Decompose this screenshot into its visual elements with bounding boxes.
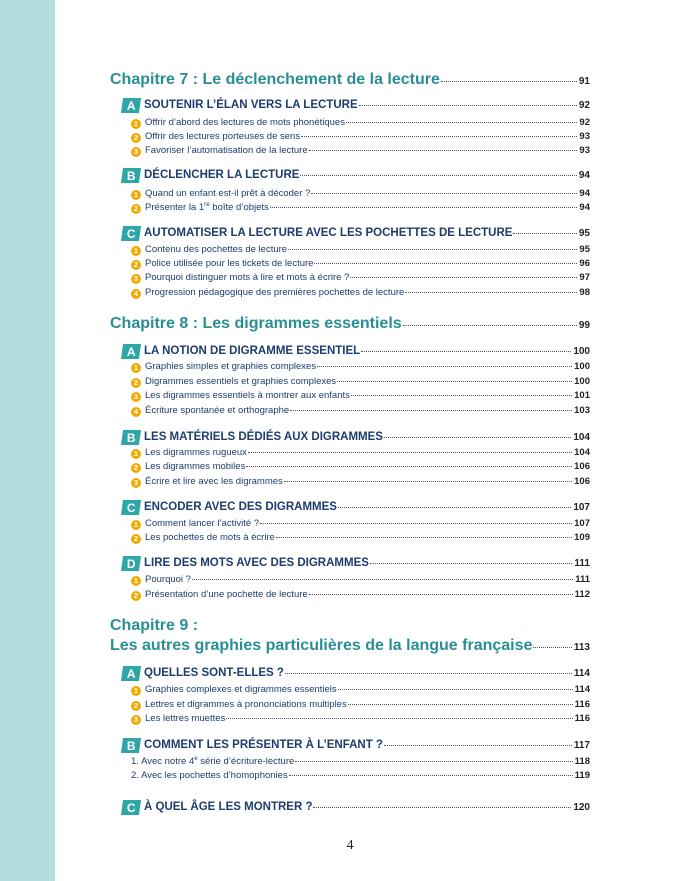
leader-dots — [311, 193, 577, 194]
section-letter-badge: B — [121, 168, 141, 183]
item-number-badge: 2 — [131, 534, 141, 544]
page-ref: 100 — [574, 361, 590, 372]
side-color-bar — [0, 0, 55, 881]
leader-dots — [403, 325, 577, 326]
section-title: ENCODER AVEC DES DIGRAMMES — [144, 500, 337, 513]
page-ref: 100 — [574, 376, 590, 387]
section-7a[interactable] — [122, 96, 590, 111]
section-7b[interactable] — [122, 166, 590, 181]
toc-item[interactable] — [131, 117, 590, 128]
item-number-badge: 1 — [131, 246, 141, 256]
page-ref: 101 — [574, 390, 590, 401]
leader-dots — [192, 579, 573, 580]
leader-dots — [314, 263, 577, 264]
item-number-badge: 1 — [131, 520, 141, 530]
item-title: Présentation d’une pochette de lecture — [145, 589, 308, 600]
leader-dots — [276, 537, 572, 538]
section-title: AUTOMATISER LA LECTURE AVEC LES POCHETTES DE LECTURE — [144, 226, 513, 239]
item-title: 1. Avec notre 4e série d’écriture-lecture — [131, 754, 295, 767]
item-title: Favoriser l’automatisation de la lecture — [145, 145, 308, 156]
section-9c[interactable] — [122, 798, 590, 813]
section-title: QUELLES SONT-ELLES ? — [144, 666, 284, 679]
leader-dots — [295, 761, 572, 762]
section-8a[interactable] — [122, 342, 590, 357]
item-title: Lettres et digrammes à prononciations multiples — [145, 699, 347, 710]
item-number-badge: 4 — [131, 407, 141, 417]
item-title: Graphies simples et graphies complexes — [145, 361, 317, 372]
toc-item[interactable] — [131, 770, 590, 781]
page-ref: 93 — [579, 145, 590, 156]
section-letter-badge: A — [121, 344, 141, 359]
toc-item[interactable] — [131, 574, 590, 585]
section-letter-badge: B — [121, 738, 141, 753]
section-9a[interactable] — [122, 664, 590, 679]
section-letter-badge: C — [121, 500, 141, 515]
section-letter-badge: D — [121, 556, 141, 571]
page-ref: 92 — [578, 99, 590, 111]
item-title: Écriture spontanée et orthographe — [145, 405, 290, 416]
item-number-badge: 2 — [131, 133, 141, 143]
section-title: COMMENT LES PRÉSENTER À L’ENFANT ? — [144, 738, 383, 751]
page-ref: 94 — [578, 169, 590, 181]
section-letter-badge: B — [121, 430, 141, 445]
page-number: 4 — [346, 838, 354, 853]
item-number-badge: 3 — [131, 478, 141, 488]
page-ref: 104 — [573, 431, 590, 443]
chapter-title: Chapitre 9 : — [110, 617, 199, 634]
item-number-badge: 2 — [131, 701, 141, 711]
toc-item[interactable] — [131, 258, 590, 269]
item-title: Comment lancer l’activité ? — [145, 518, 260, 529]
chapter-9-heading-line1[interactable] — [110, 617, 590, 635]
item-title: Écrire et lire avec les digrammes — [145, 476, 283, 487]
page-ref: 91 — [578, 76, 590, 87]
leader-dots — [533, 647, 571, 648]
leader-dots — [290, 410, 572, 411]
page-ref: 92 — [579, 117, 590, 128]
section-title: LA NOTION DE DIGRAMME ESSENTIEL — [144, 344, 361, 357]
leader-dots — [346, 122, 577, 123]
toc-item[interactable] — [131, 699, 590, 710]
item-number-badge: 4 — [131, 289, 141, 299]
item-number-badge: 2 — [131, 378, 141, 388]
toc-item[interactable] — [131, 447, 590, 458]
section-7c[interactable] — [122, 224, 590, 239]
toc-item[interactable] — [131, 713, 590, 724]
page-ref: 106 — [574, 476, 590, 487]
item-number-badge: 2 — [131, 204, 141, 214]
toc-item[interactable] — [131, 145, 590, 156]
toc-item[interactable] — [131, 476, 590, 487]
item-title: Offrir des lectures porteuses de sens — [145, 131, 301, 142]
section-letter-badge: C — [121, 226, 141, 241]
chapter-9-heading-line2[interactable] — [110, 637, 590, 655]
item-number-badge: 1 — [131, 449, 141, 459]
page-ref: 116 — [574, 713, 590, 724]
page-ref: 107 — [573, 501, 590, 513]
item-title: Pourquoi distinguer mots à lire et mots à écrire ? — [145, 272, 350, 283]
toc-item[interactable] — [131, 756, 590, 767]
leader-dots — [248, 452, 572, 453]
leader-dots — [338, 689, 573, 690]
leader-dots — [350, 277, 577, 278]
item-number-badge: 1 — [131, 686, 141, 696]
section-title: LIRE DES MOTS AVEC DES DIGRAMMES — [144, 556, 369, 569]
toc-item[interactable] — [131, 461, 590, 472]
toc-item[interactable] — [131, 405, 590, 416]
section-8d[interactable] — [122, 554, 590, 569]
page-ref: 114 — [573, 667, 590, 679]
toc-item[interactable] — [131, 188, 590, 199]
item-title: Progression pédagogique des premières pochettes de lecture — [145, 287, 405, 298]
section-letter-badge: A — [121, 666, 141, 681]
leader-dots — [313, 807, 571, 808]
leader-dots — [405, 292, 577, 293]
leader-dots — [288, 249, 577, 250]
leader-dots — [513, 233, 576, 234]
item-number-badge: 1 — [131, 190, 141, 200]
page-ref: 99 — [578, 320, 590, 331]
leader-dots — [370, 563, 572, 564]
item-number-badge: 3 — [131, 147, 141, 157]
page-ref: 98 — [579, 287, 590, 298]
item-title: Les digrammes rugueux — [145, 447, 247, 458]
leader-dots — [260, 523, 572, 524]
item-number-badge: 1 — [131, 576, 141, 586]
item-title: Les digrammes essentiels à montrer aux enfants — [145, 390, 350, 401]
page-ref: 107 — [574, 518, 590, 529]
page-ref: 97 — [579, 272, 590, 283]
leader-dots — [285, 673, 572, 674]
leader-dots — [284, 481, 572, 482]
section-title: DÉCLENCHER LA LECTURE — [144, 168, 300, 181]
toc-item[interactable] — [131, 684, 590, 695]
section-title: LES MATÉRIELS DÉDIÉS AUX DIGRAMMES — [144, 430, 383, 443]
item-title: Police utilisée pour les tickets de lecture — [145, 258, 314, 269]
leader-dots — [348, 704, 573, 705]
toc-item[interactable] — [131, 589, 590, 600]
item-number-badge: 2 — [131, 591, 141, 601]
toc-item[interactable] — [131, 532, 590, 543]
item-title: Offrir d’abord des lectures de mots phonétiques — [145, 117, 345, 128]
item-title: 2. Avec les pochettes d’homophonies — [131, 770, 288, 781]
item-number-badge: 3 — [131, 274, 141, 284]
item-title: Contenu des pochettes de lecture — [145, 244, 288, 255]
item-title: Les pochettes de mots à écrire — [145, 532, 275, 543]
leader-dots — [309, 594, 573, 595]
page-ref: 100 — [573, 345, 590, 357]
item-number-badge: 3 — [131, 392, 141, 402]
item-title: Digrammes essentiels et graphies complexes — [145, 376, 337, 387]
page-ref: 111 — [574, 557, 590, 569]
page-ref: 94 — [579, 202, 590, 213]
page-ref: 94 — [579, 188, 590, 199]
page-ref: 111 — [575, 574, 590, 585]
toc-item[interactable] — [131, 131, 590, 142]
item-number-badge: 3 — [131, 715, 141, 725]
page-ref: 96 — [579, 258, 590, 269]
leader-dots — [351, 395, 572, 396]
leader-dots — [359, 105, 577, 106]
leader-dots — [441, 81, 577, 82]
toc-item[interactable] — [131, 272, 590, 283]
item-title: Présenter la 1re boîte d’objets — [145, 200, 269, 213]
toc-item[interactable] — [131, 390, 590, 401]
page-ref: 119 — [574, 770, 590, 781]
chapter-title: Chapitre 7 : Le déclenchement de la lecture — [110, 71, 440, 88]
leader-dots — [384, 437, 571, 438]
page-ref: 95 — [579, 244, 590, 255]
page-ref: 118 — [574, 756, 590, 767]
page-ref: 104 — [574, 447, 590, 458]
section-title: À QUEL ÂGE LES MONTRER ? — [144, 800, 313, 813]
page-ref: 114 — [574, 684, 590, 695]
item-number-badge: 1 — [131, 363, 141, 373]
item-title: Quand un enfant est-il prêt à décoder ? — [145, 188, 311, 199]
leader-dots — [270, 207, 578, 208]
page-ref: 95 — [578, 227, 590, 239]
item-number-badge: 1 — [131, 119, 141, 129]
section-8b[interactable] — [122, 428, 590, 443]
leader-dots — [246, 466, 572, 467]
leader-dots — [317, 366, 572, 367]
leader-dots — [361, 351, 571, 352]
page-ref: 93 — [579, 131, 590, 142]
item-title: Pourquoi ? — [145, 574, 191, 585]
page-ref: 112 — [574, 589, 590, 600]
page-ref: 120 — [573, 801, 590, 813]
leader-dots — [384, 745, 572, 746]
item-number-badge: 2 — [131, 260, 141, 270]
toc-item[interactable] — [131, 244, 590, 255]
item-title: Les lettres muettes — [145, 713, 226, 724]
section-letter-badge: A — [121, 98, 141, 113]
item-number-badge: 2 — [131, 463, 141, 473]
toc-item[interactable] — [131, 518, 590, 529]
chapter-8-heading[interactable] — [110, 315, 590, 333]
toc-item[interactable] — [131, 287, 590, 298]
section-9b[interactable] — [122, 736, 590, 751]
leader-dots — [338, 507, 571, 508]
page-ref: 109 — [574, 532, 590, 543]
page-ref: 113 — [573, 642, 590, 653]
leader-dots — [226, 718, 572, 719]
section-letter-badge: C — [121, 800, 141, 815]
leader-dots — [301, 136, 577, 137]
toc-item[interactable] — [131, 376, 590, 387]
leader-dots — [309, 150, 578, 151]
leader-dots — [289, 775, 573, 776]
leader-dots — [337, 381, 572, 382]
page-ref: 116 — [574, 699, 590, 710]
section-title: SOUTENIR L’ÉLAN VERS LA LECTURE — [144, 98, 358, 111]
page-ref: 117 — [573, 739, 590, 751]
page-ref: 103 — [574, 405, 590, 416]
leader-dots — [300, 175, 576, 176]
page-ref: 106 — [574, 461, 590, 472]
chapter-title: Les autres graphies particulières de la langue française — [110, 637, 533, 654]
chapter-7-heading[interactable] — [110, 71, 590, 89]
item-title: Les digrammes mobiles — [145, 461, 246, 472]
section-8c[interactable] — [122, 498, 590, 513]
toc-item[interactable] — [131, 202, 590, 213]
toc-item[interactable] — [131, 361, 590, 372]
chapter-title: Chapitre 8 : Les digrammes essentiels — [110, 315, 402, 332]
item-title: Graphies complexes et digrammes essentiels — [145, 684, 337, 695]
